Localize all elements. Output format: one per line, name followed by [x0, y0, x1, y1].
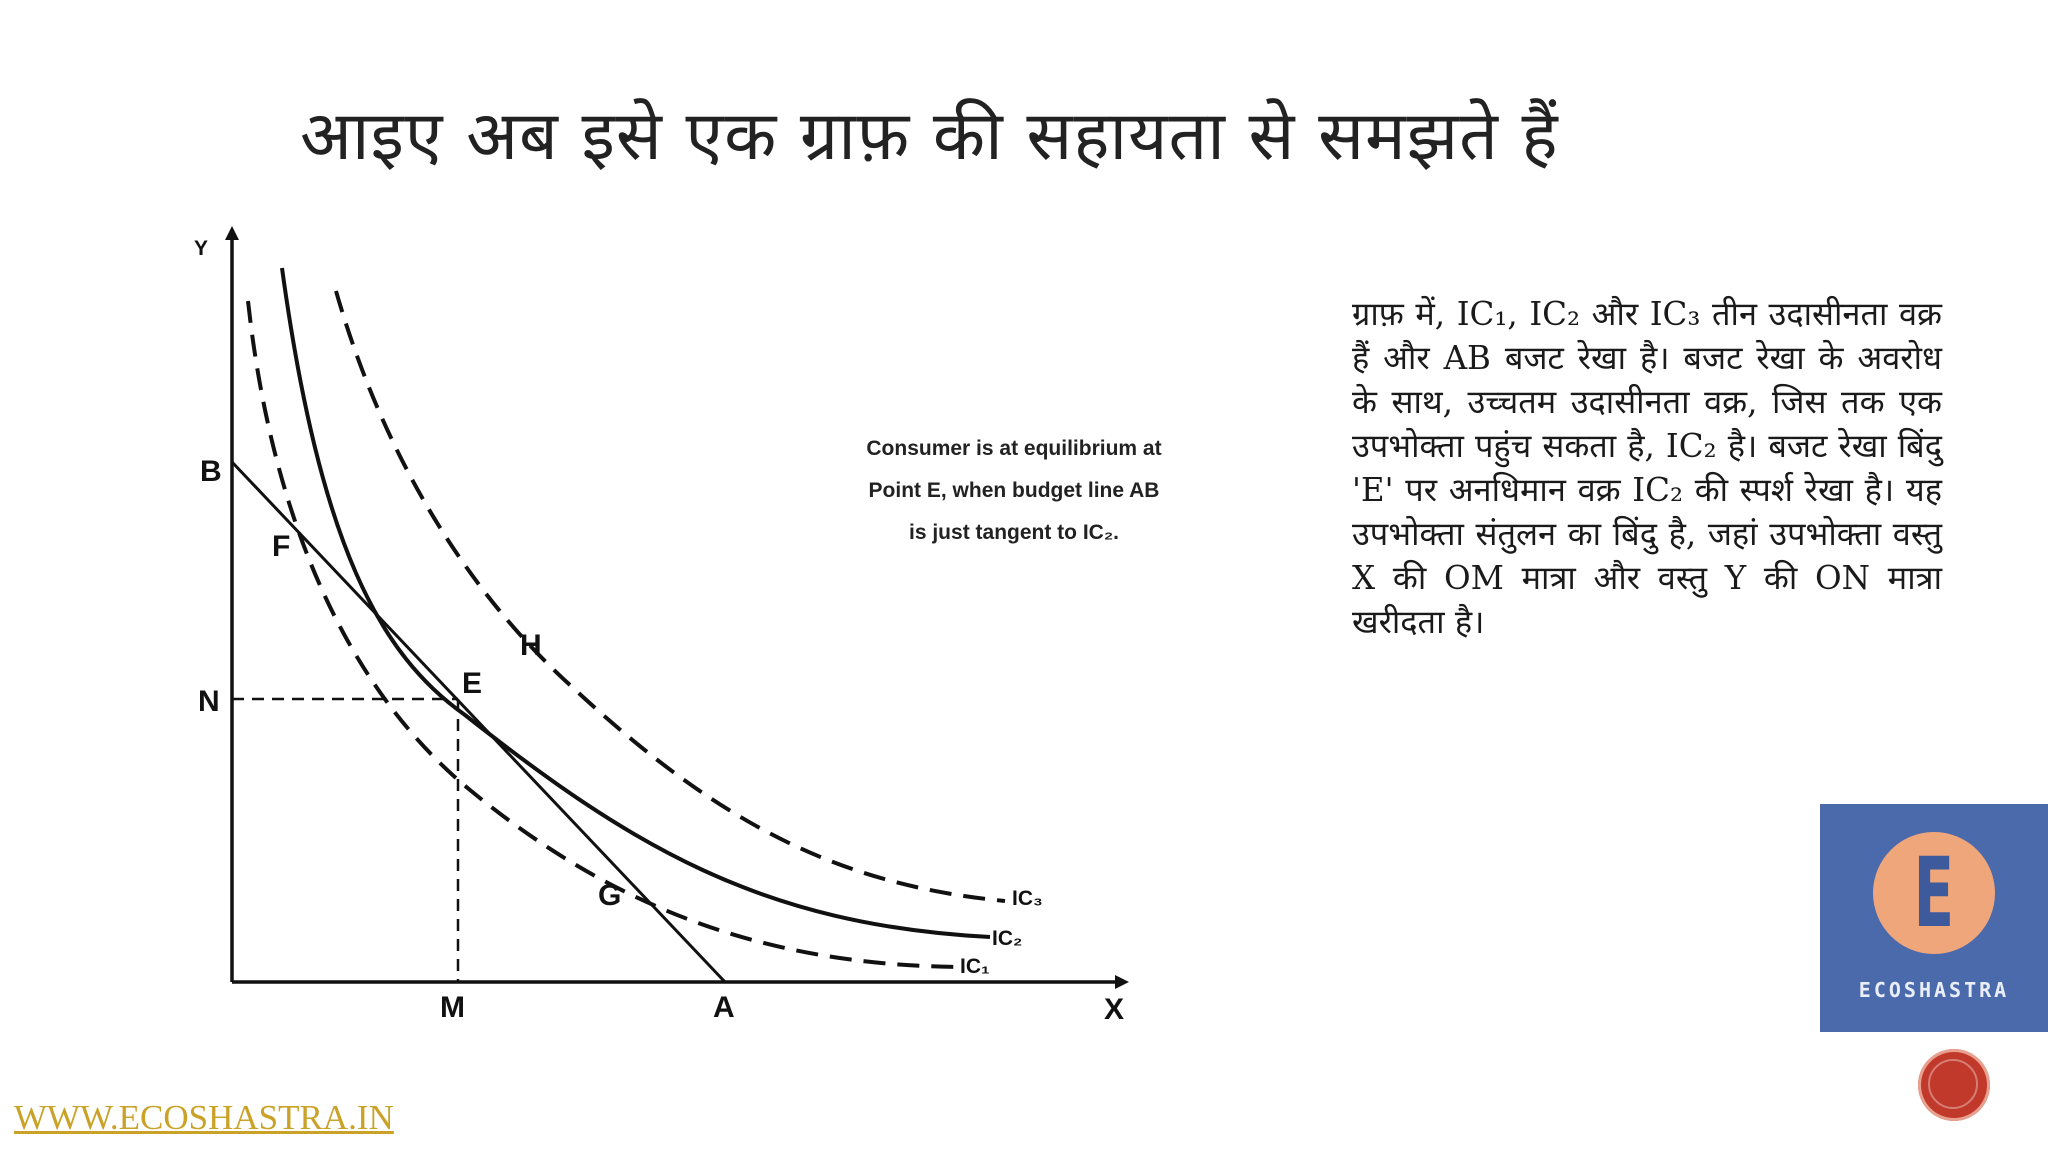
- point-label-g: G: [598, 879, 622, 912]
- next-slide-button[interactable]: [1918, 1049, 1990, 1121]
- curve-label-ic1: IC₁: [960, 955, 990, 978]
- point-label-h: H: [520, 629, 542, 662]
- note-line-3: is just tangent to IC₂.: [909, 521, 1119, 544]
- slide-title: आइए अब इसे एक ग्राफ़ की सहायता से समझते हैं: [300, 97, 1559, 176]
- ecoshastra-logo: [1820, 804, 2048, 1032]
- logo-circle: [1873, 832, 1995, 954]
- curve-label-ic2: IC₂: [992, 927, 1023, 950]
- logo-name: ECOSHASTRA: [1858, 978, 2010, 1002]
- logo-letter: E: [1913, 837, 1955, 949]
- note-line-2: Point E, when budget line AB: [868, 479, 1160, 502]
- point-label-b: B: [200, 455, 222, 488]
- y-axis-label: Y: [194, 237, 209, 260]
- indifference-curve-ic2: [282, 268, 990, 937]
- note-line-1: Consumer is at equilibrium at: [866, 437, 1162, 460]
- curve-label-ic3: IC₃: [1012, 887, 1043, 910]
- point-label-f: F: [272, 530, 291, 563]
- diagram-svg: [180, 225, 1160, 1045]
- indifference-curve-ic1: [248, 301, 960, 967]
- point-label-n: N: [198, 685, 220, 718]
- indifference-curve-ic3: [336, 291, 1005, 901]
- point-label-e: E: [462, 667, 483, 700]
- indifference-curve-diagram: [180, 225, 1160, 1045]
- x-axis-label: X: [1104, 993, 1125, 1026]
- website-link[interactable]: WWW.ECOSHASTRA.IN: [14, 1098, 394, 1137]
- point-label-m: M: [440, 991, 465, 1024]
- point-label-a: A: [713, 991, 735, 1024]
- explanation-paragraph: ग्राफ़ में, IC₁, IC₂ और IC₃ तीन उदासीनता वक्र हैं और AB बजट रेखा है। बजट रेखा के अवरोध के साथ, उच्चतम उदासीनता वक्र, जिस तक एक उपभोक्ता पहुंच सकता है, IC₂ है। बजट रेखा बिंदु 'E' पर अनधिमान वक्र IC₂ की स्पर्श रेखा है। यह उपभोक्ता संतुलन का बिंदु है, जहां उपभोक्ता वस्तु X की OM मात्रा और वस्तु Y की ON मात्रा खरीदता है।: [1352, 295, 1942, 641]
